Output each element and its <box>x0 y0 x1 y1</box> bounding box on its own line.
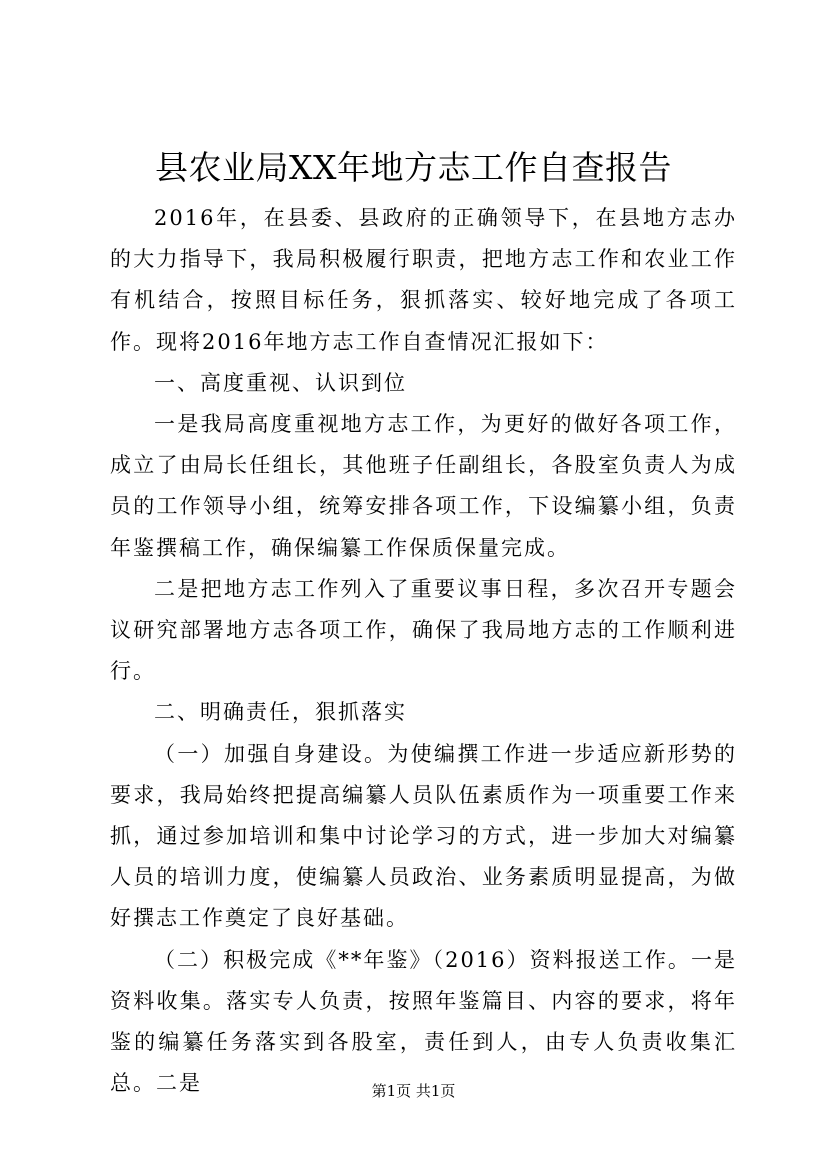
document-body <box>110 198 737 1104</box>
document-title: 县农业局XX年地方志工作自查报告 <box>155 148 672 187</box>
page-number-footer: 第1页 共1页 <box>371 1082 456 1100</box>
paragraph-1-1: 一是我局高度重视地方志工作，为更好的做好各项工作，成立了由局长任组长，其他班子任副组长，各股室负责人为成员的工作领导小组，统筹安排各项工作，下设编纂小组，负责年鉴撰稿工作，确保编纂工作保质保量完成。 <box>110 412 737 560</box>
paragraph-intro: 2016年，在县委、县政府的正确领导下，在县地方志办的大力指导下，我局积极履行职责，把地方志工作和农业工作有机结合，按照目标任务，狠抓落实、较好地完成了各项工作。现将2016年地方志工作自查情况汇报如下： <box>110 206 737 354</box>
paragraph-2-1: （一）加强自身建设。为使编撰工作进一步适应新形势的要求，我局始终把提高编纂人员队伍素质作为一项重要工作来抓，通过参加培训和集中讨论学习的方式，进一步加大对编纂人员的培训力度，使编纂人员政治、业务素质明显提高，为做好撰志工作奠定了良好基础。 <box>110 741 737 931</box>
section-heading-2: 二、明确责任，狠抓落实 <box>154 700 407 725</box>
paragraph-2-2: （二）积极完成《**年鉴》（2016）资料报送工作。一是资料收集。落实专人负责，按照年鉴篇目、内容的要求，将年鉴的编纂任务落实到各股室，责任到人，由专人负责收集汇总。二是 <box>110 947 737 1096</box>
section-heading-1: 一、高度重视、认识到位 <box>154 370 407 395</box>
paragraph-1-2: 二是把地方志工作列入了重要议事日程，多次召开专题会议研究部署地方志各项工作，确保了我局地方志的工作顺利进行。 <box>110 576 737 684</box>
